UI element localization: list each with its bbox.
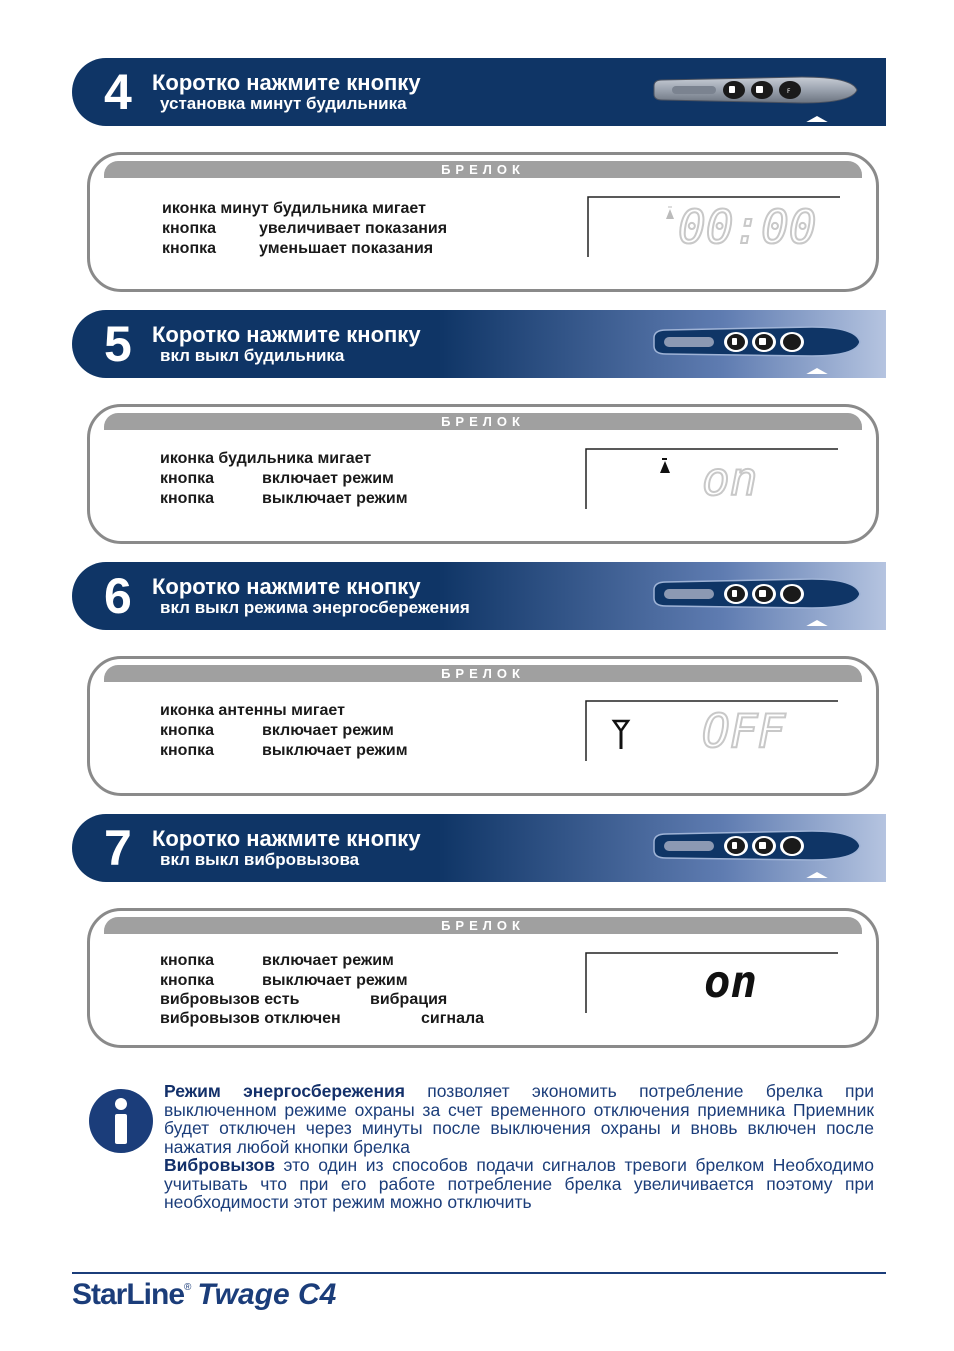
step-number: 4: [104, 64, 132, 120]
info-paragraph: это один из способов подачи сигналов тревоги брелком Необходимо учитывать что при его работе потребление брелка увеличивается поэтому при необходимости этот режим можно отключить: [164, 1155, 874, 1212]
panel-line: выключает режим: [262, 490, 408, 507]
panel-line: выключает режим: [262, 972, 408, 989]
registered-mark: ®: [184, 1282, 192, 1293]
step-7-panel: [87, 908, 879, 1048]
lcd-display: [584, 699, 840, 763]
panel-line: вибрация: [370, 991, 448, 1008]
panel-header: БРЕЛОК: [104, 413, 862, 430]
lcd-text: on: [702, 452, 758, 506]
step-5-panel: [87, 404, 879, 544]
panel-line: кнопка: [160, 952, 215, 969]
panel-line: выключает режим: [262, 742, 408, 759]
keyfob-icon: [652, 572, 862, 626]
panel-line: кнопка: [160, 490, 215, 507]
lcd-display: [586, 195, 842, 259]
step-4-banner: [72, 58, 886, 126]
info-paragraph: позволяет экономить потребление брелка при выключенном режиме охраны за счет временного отключения приемника Приемник будет отключен через минуты после выключения охраны и вновь включен после нажатия любой кнопки брелка: [164, 1081, 874, 1157]
panel-header: БРЕЛОК: [104, 161, 862, 178]
info-term: Вибровызов: [164, 1155, 275, 1175]
step-title: Коротко нажмите кнопку: [152, 826, 421, 851]
panel-line: уменьшает показания: [259, 240, 434, 257]
panel-line: иконка антенны мигает: [160, 702, 345, 719]
panel-line: включает режим: [262, 470, 394, 487]
step-title: Коротко нажмите кнопку: [152, 574, 421, 599]
lcd-text: on: [704, 957, 757, 1008]
info-text: [164, 1082, 874, 1212]
lcd-text: OFF: [702, 704, 786, 758]
panel-line: кнопка: [160, 972, 215, 989]
step-number: 6: [104, 568, 132, 624]
panel-line: иконка будильника мигает: [160, 450, 372, 467]
step-7-banner: [72, 814, 886, 882]
lcd-text: 00:00: [678, 200, 817, 254]
step-subtitle: установка минут будильника: [160, 94, 407, 113]
panel-line: включает режим: [262, 722, 394, 739]
keyfob-icon: [652, 68, 862, 122]
step-subtitle: вкл выкл будильника: [160, 346, 345, 365]
step-title: Коротко нажмите кнопку: [152, 70, 421, 95]
panel-line: кнопка: [160, 722, 215, 739]
step-5-banner: [72, 310, 886, 378]
step-title: Коротко нажмите кнопку: [152, 322, 421, 347]
model-name: Twage C4: [197, 1278, 337, 1311]
panel-line: вибровызов отключен: [160, 1010, 341, 1027]
brand-name: StarLine: [72, 1278, 185, 1311]
keyfob-icon: [652, 824, 862, 878]
panel-header: БРЕЛОК: [104, 665, 862, 682]
antenna-icon: [614, 721, 628, 749]
panel-line: сигнала: [421, 1010, 485, 1027]
panel-line: кнопка: [160, 470, 215, 487]
panel-line: иконка минут будильника мигает: [162, 200, 426, 217]
lcd-display: [584, 447, 840, 511]
panel-line: включает режим: [262, 952, 394, 969]
footer-divider: [72, 1272, 886, 1274]
panel-line: кнопка: [160, 742, 215, 759]
info-icon: [88, 1088, 154, 1154]
step-number: 5: [104, 316, 132, 372]
step-6-banner: [72, 562, 886, 630]
bell-icon: [666, 207, 674, 219]
panel-line: кнопка: [162, 220, 217, 237]
step-subtitle: вкл выкл режима энергосбережения: [160, 598, 470, 617]
info-term: Режим энергосбережения: [164, 1081, 405, 1101]
panel-header: БРЕЛОК: [104, 917, 862, 934]
step-6-panel: [87, 656, 879, 796]
lcd-display: [584, 951, 840, 1015]
step-subtitle: вкл выкл вибровызова: [160, 850, 360, 869]
brand-logo: [72, 1278, 336, 1312]
bell-icon: [660, 459, 670, 473]
panel-line: кнопка: [162, 240, 217, 257]
step-number: 7: [104, 820, 132, 876]
keyfob-icon: [652, 320, 862, 374]
step-4-panel: [87, 152, 879, 292]
panel-line: увеличивает показания: [259, 220, 448, 237]
panel-line: вибровызов есть: [160, 991, 300, 1008]
